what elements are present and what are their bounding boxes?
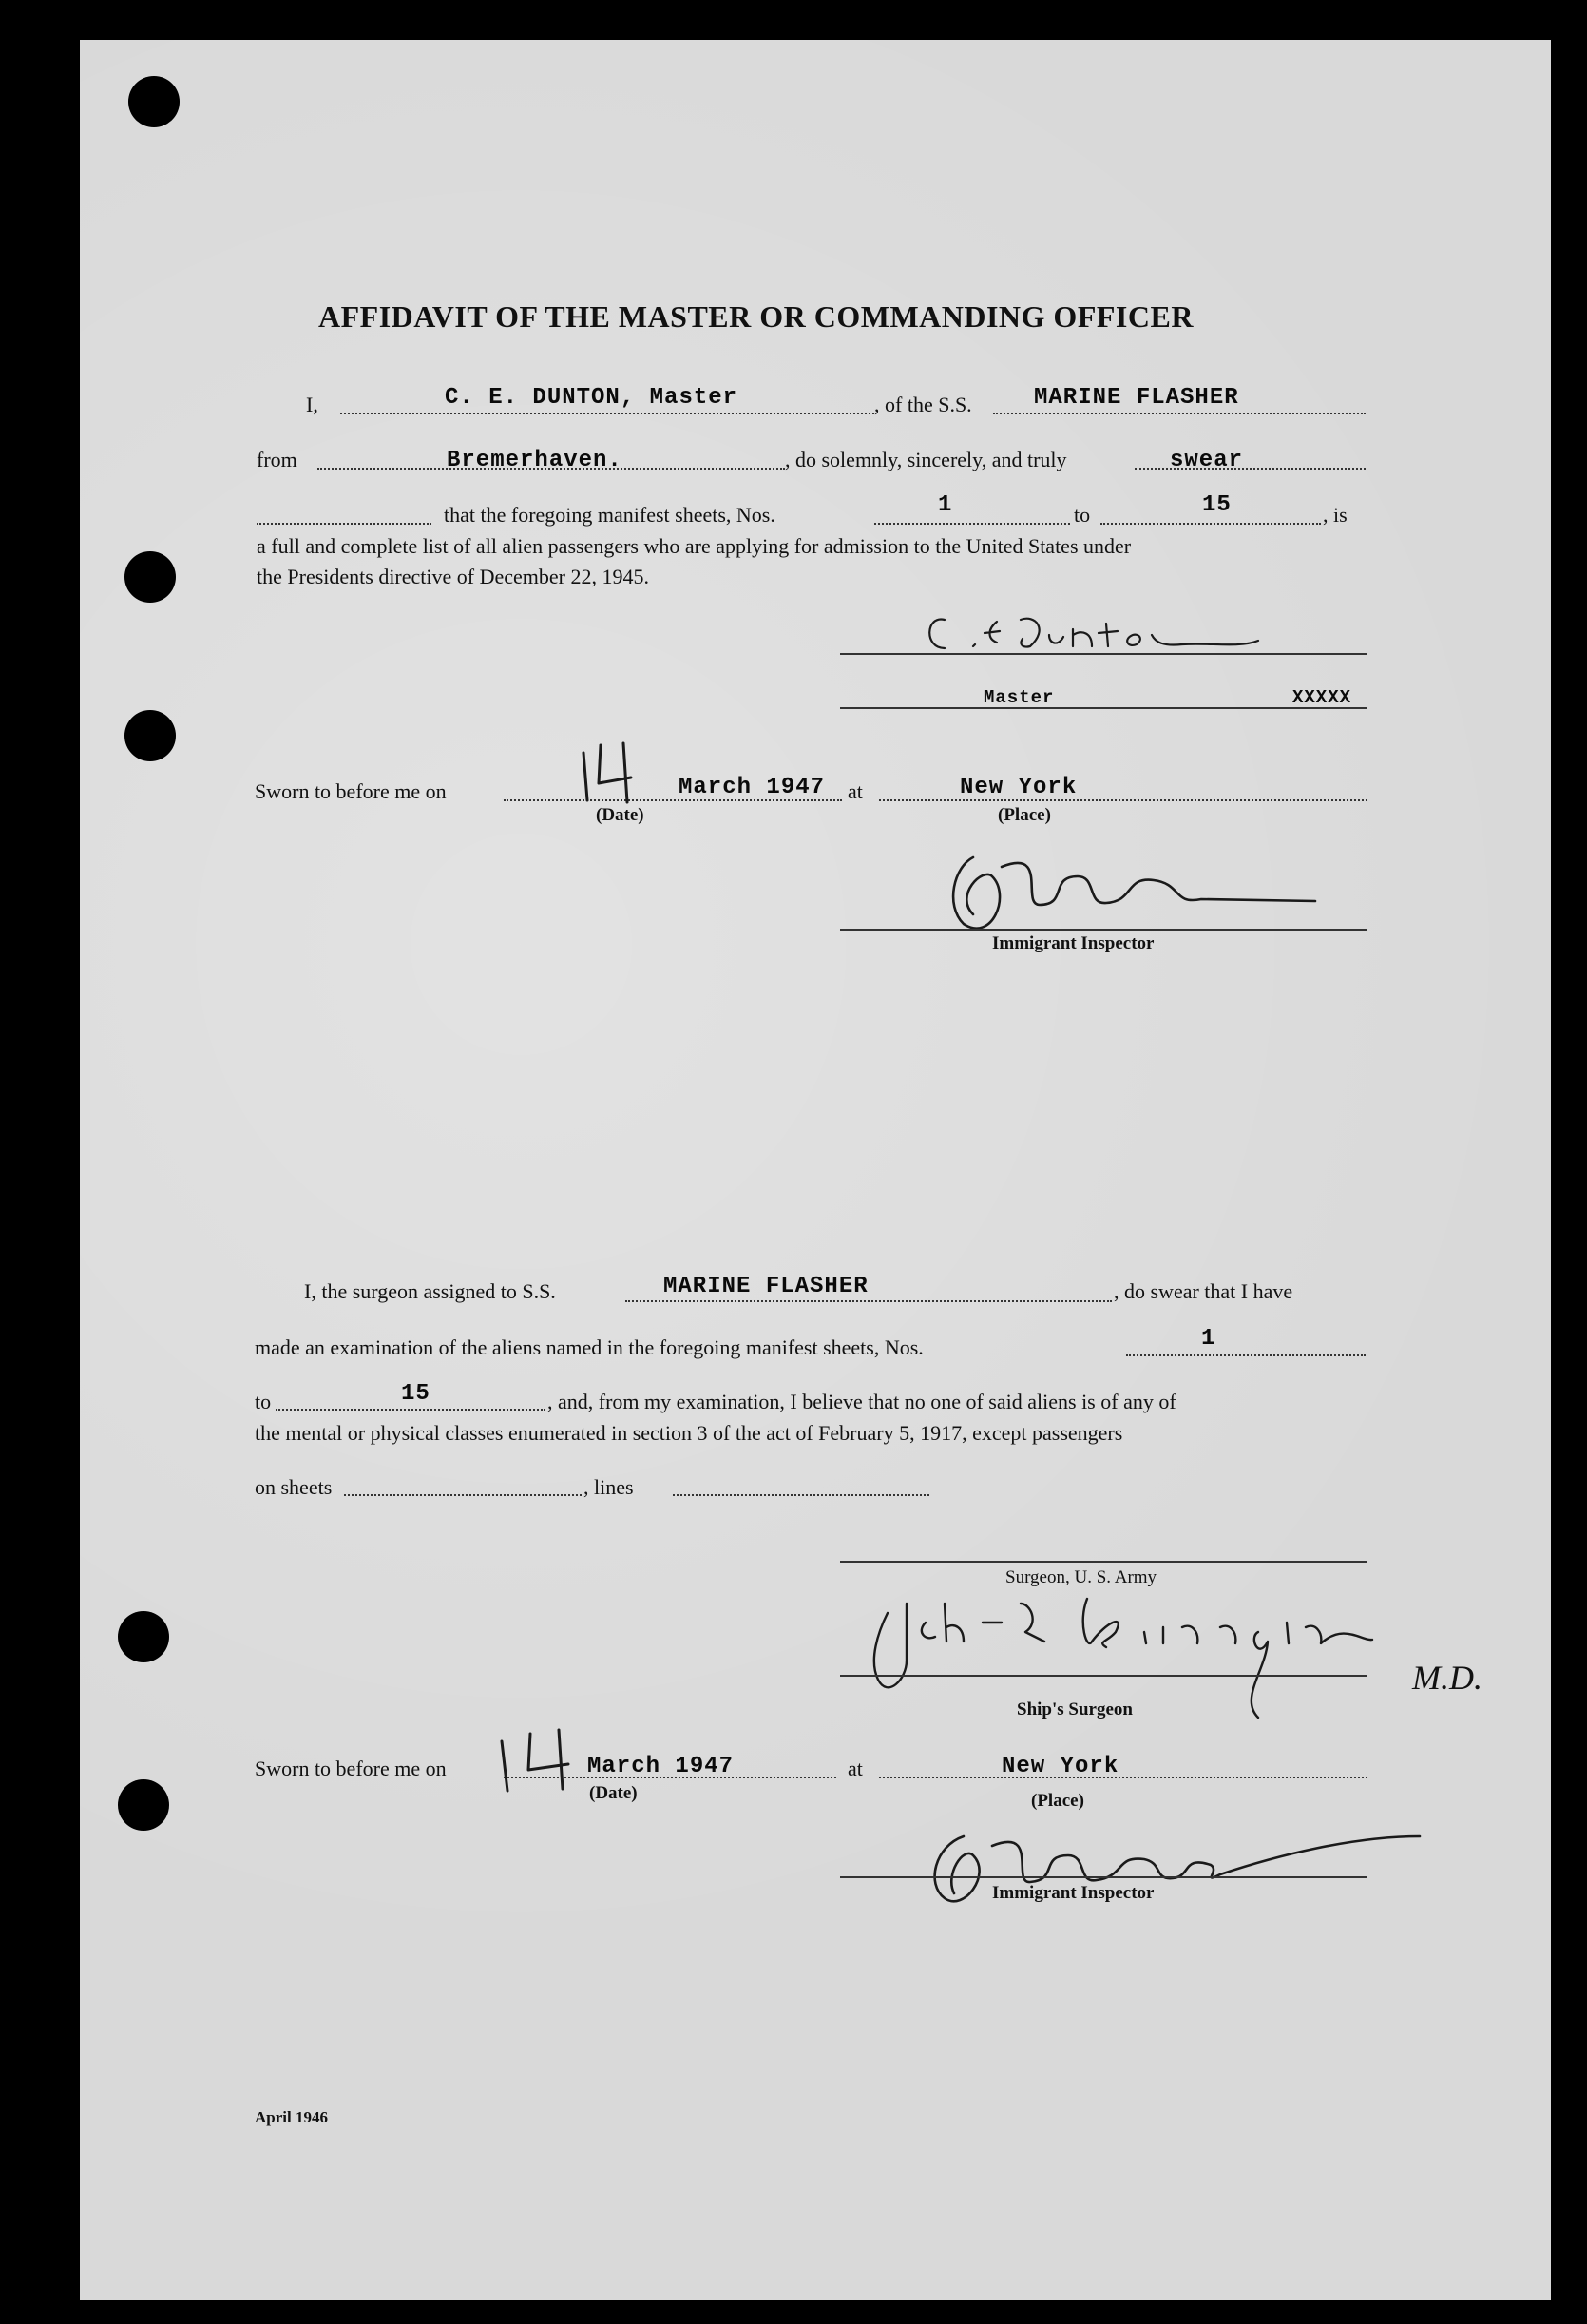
document-page (80, 40, 1551, 2300)
at-label-2: at (848, 1757, 863, 1780)
sworn-place-2: New York (1002, 1754, 1119, 1779)
place-caption-1: (Place) (998, 805, 1051, 825)
surgeon-ship-line (625, 1300, 1112, 1302)
punch-hole (128, 76, 180, 127)
sworn-day-handwritten-2 (492, 1722, 578, 1798)
punch-hole (118, 1611, 169, 1662)
surgeon-to-label: to (255, 1390, 272, 1413)
solemnly-label: , do solemnly, sincerely, and truly (785, 448, 1067, 471)
sworn-place-line-1 (879, 799, 1367, 801)
master-name-line (340, 413, 874, 414)
surgeon-nos-to: 15 (401, 1381, 430, 1407)
manifest-label: that the foregoing manifest sheets, Nos. (444, 503, 775, 527)
master-name: C. E. DUNTON, Master (445, 385, 738, 411)
punch-hole (118, 1779, 169, 1831)
body-line-1: a full and complete list of all alien passengers who are applying for admission to the United States under (257, 534, 1132, 558)
date-caption-1: (Date) (596, 805, 644, 825)
from-label: from (257, 448, 297, 471)
on-sheets-line (344, 1494, 582, 1496)
master-title: Master (984, 687, 1055, 708)
body-line-2: the Presidents directive of December 22, 1945. (257, 565, 649, 588)
army-surgeon-caption: Surgeon, U. S. Army (1005, 1567, 1157, 1587)
surgeon-line-4: the mental or physical classes enumerated in section 3 of the act of February 5, 1917, except passengers (255, 1421, 1123, 1445)
i-label: I, (306, 393, 318, 416)
sworn-month-year-2: March 1947 (587, 1754, 735, 1779)
surgeon-ship-name: MARINE FLASHER (663, 1274, 869, 1299)
oath-word: swear (1170, 448, 1244, 473)
inspector-line-2 (840, 1876, 1367, 1878)
sworn-place-line-2 (879, 1777, 1367, 1778)
surgeon-nos-from: 1 (1201, 1326, 1216, 1352)
inspector-caption-1: Immigrant Inspector (992, 933, 1155, 953)
of-ss-label: , of the S.S. (874, 393, 972, 416)
port-name: Bremerhaven. (447, 448, 622, 473)
inspector-signature-2 (897, 1817, 1429, 1922)
date-caption-2: (Date) (589, 1783, 638, 1803)
sworn-label-1: Sworn to before me on (255, 779, 447, 803)
punch-hole (124, 710, 176, 761)
ship-name: MARINE FLASHER (1034, 385, 1239, 411)
nos-to-line (1100, 523, 1321, 525)
oath-continuation-line (257, 523, 431, 525)
nos-to: 15 (1202, 492, 1232, 518)
document-title: AFFIDAVIT OF THE MASTER OR COMMANDING OFFICER (318, 299, 1194, 334)
form-date: April 1946 (255, 2108, 328, 2126)
sworn-label-2: Sworn to before me on (255, 1757, 447, 1780)
surgeon-nos-from-line (1126, 1354, 1366, 1356)
lines-line (673, 1494, 929, 1496)
ships-surgeon-caption: Ship's Surgeon (1017, 1700, 1133, 1719)
is-label: , is (1323, 503, 1348, 527)
surgeon-line-1-suffix: , do swear that I have (1114, 1279, 1293, 1303)
surgeon-line-2: made an examination of the aliens named in the foregoing manifest sheets, Nos. (255, 1335, 924, 1359)
signature-md-suffix: M.D. (1412, 1659, 1482, 1697)
title-line (840, 707, 1367, 709)
sworn-month-year-1: March 1947 (679, 775, 826, 800)
surgeon-line-1-prefix: I, the surgeon assigned to S.S. (304, 1279, 556, 1303)
officer-title-struck: XXXXX (1292, 687, 1352, 708)
inspector-line-1 (840, 929, 1367, 931)
place-caption-2: (Place) (1031, 1791, 1084, 1811)
master-signature-line (840, 653, 1367, 655)
on-sheets-label: on sheets (255, 1475, 333, 1499)
sworn-day-handwritten-1 (574, 734, 641, 810)
master-signature (907, 601, 1344, 667)
nos-from: 1 (938, 492, 953, 518)
inspector-caption-2: Immigrant Inspector (992, 1883, 1155, 1903)
ships-surgeon-line (840, 1675, 1367, 1677)
nos-from-line (874, 523, 1070, 525)
punch-hole (124, 551, 176, 603)
army-surgeon-line (840, 1561, 1367, 1563)
surgeon-nos-to-line (276, 1409, 545, 1411)
sworn-place-1: New York (960, 775, 1078, 800)
surgeon-line-3-suffix: , and, from my examination, I believe that no one of said aliens is of any of (547, 1390, 1176, 1413)
lines-label: , lines (583, 1475, 634, 1499)
to-label: to (1074, 503, 1091, 527)
ship-name-line (993, 413, 1366, 414)
at-label-1: at (848, 779, 863, 803)
